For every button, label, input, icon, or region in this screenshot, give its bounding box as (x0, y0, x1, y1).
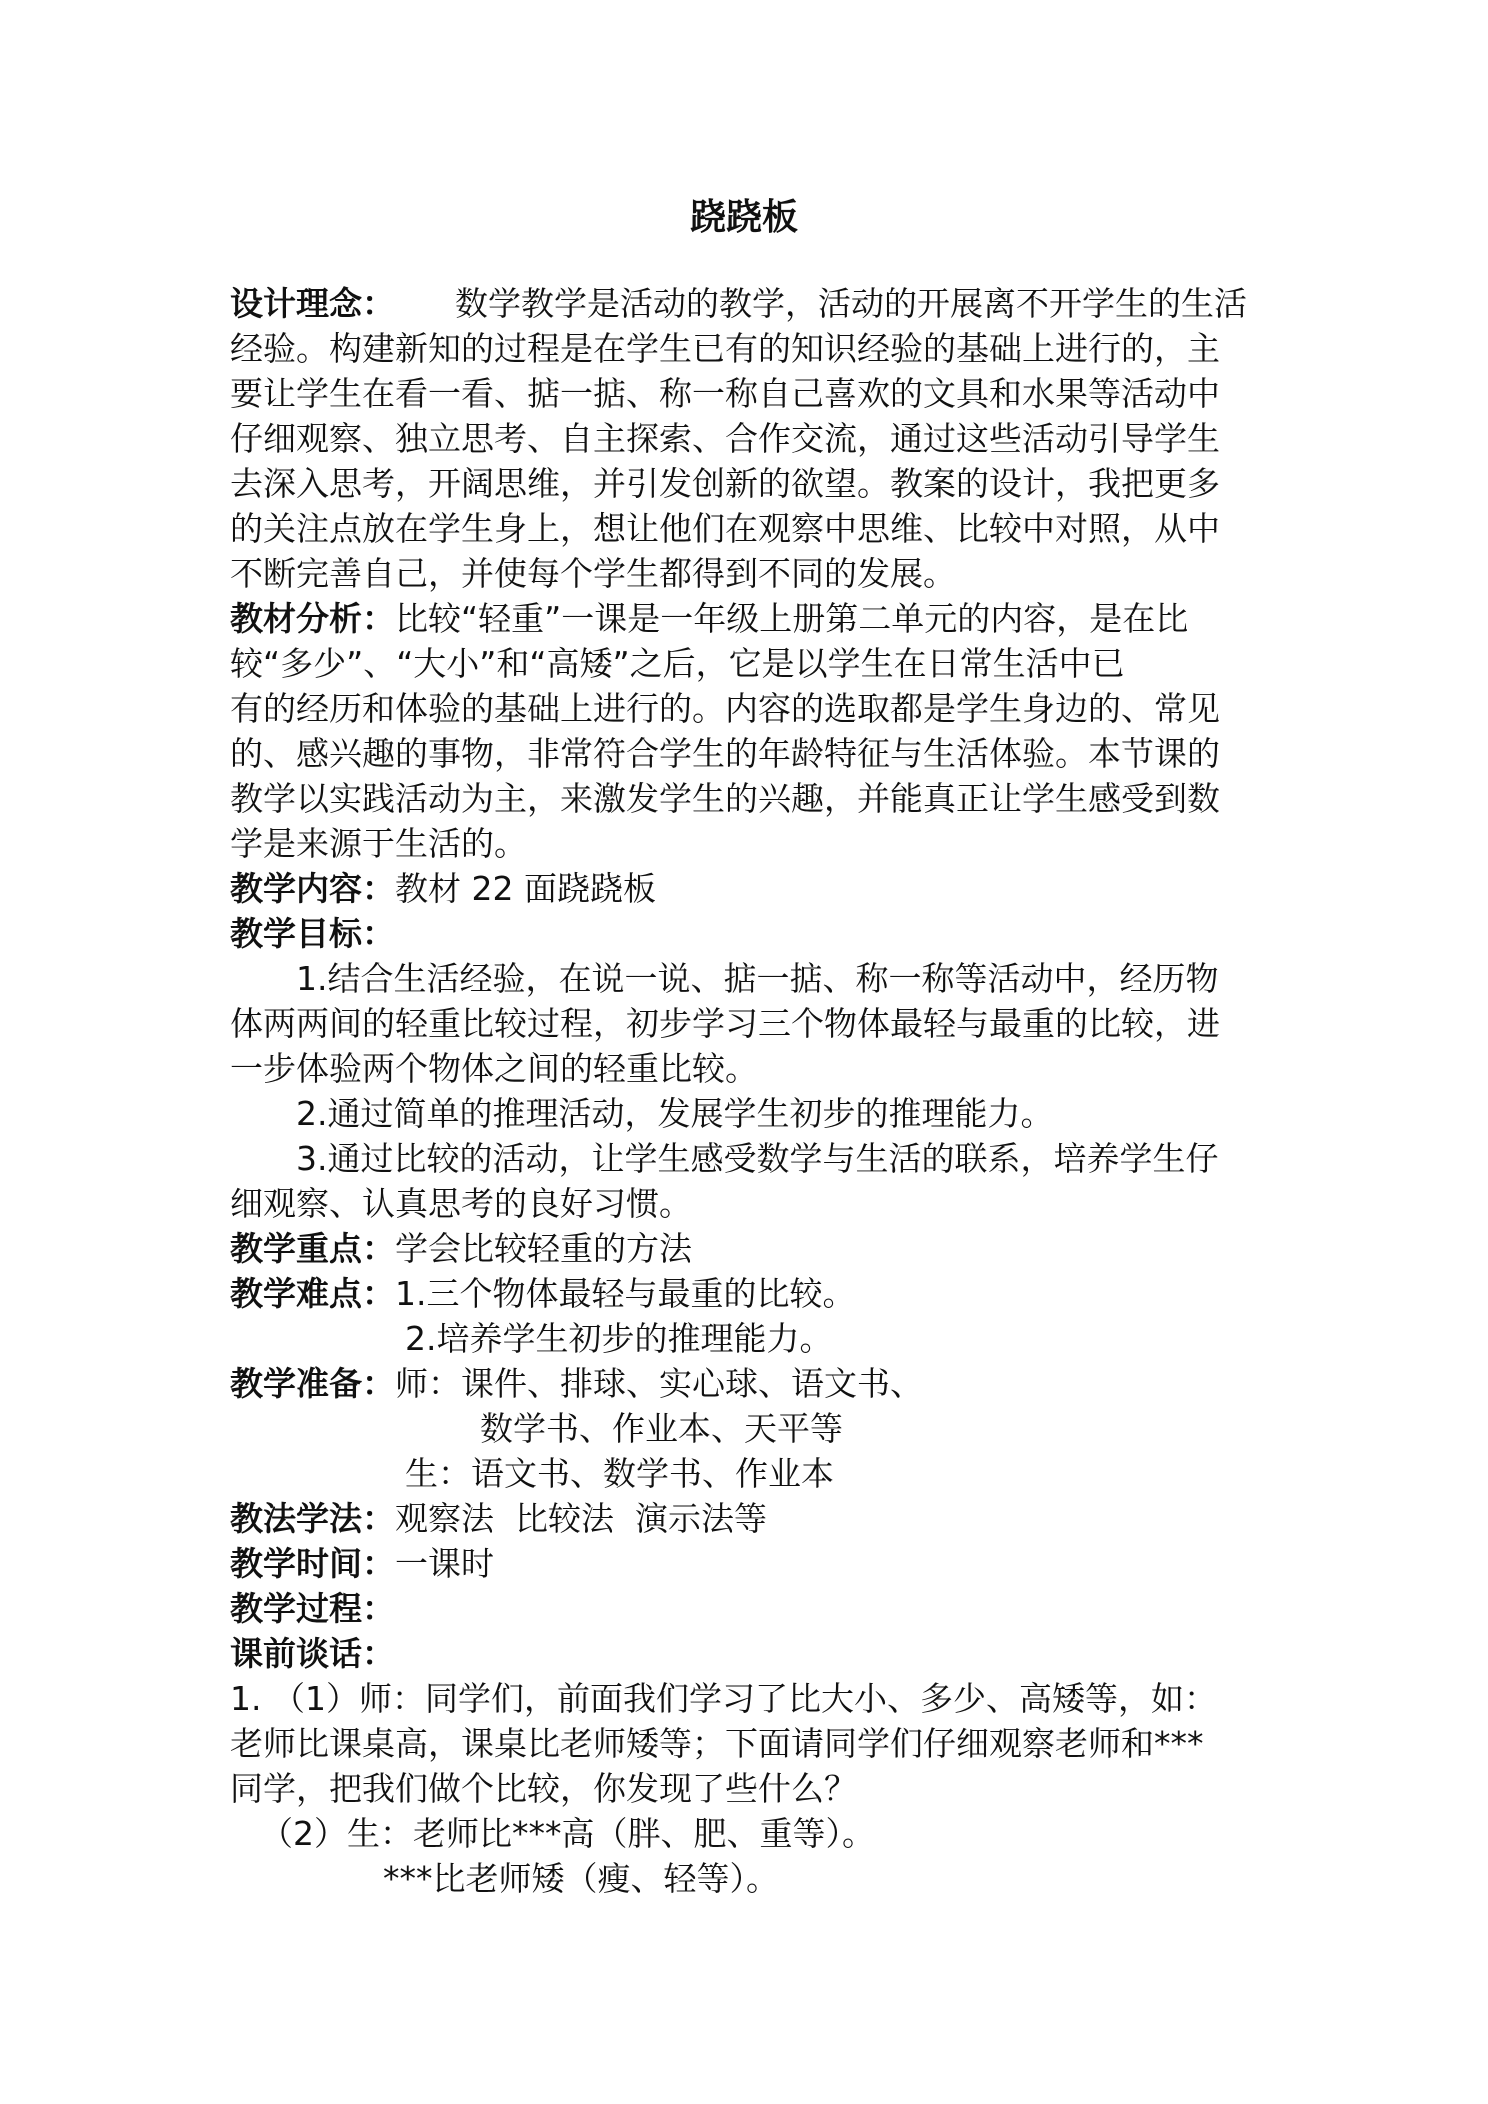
analysis-line-5: 教学以实践活动为主，来激发学生的兴趣，并能真正让学生感受到数 (230, 779, 1220, 818)
goals-heading (230, 911, 1270, 956)
goal-line-5: 3.通过比较的活动，让学生感受数学与生活的联系，培养学生仔 (296, 1139, 1219, 1178)
time-label: 教学时间： (230, 1544, 395, 1583)
preparation-line-2: 数学书、作业本、天平等 (480, 1409, 843, 1448)
design-label: 设计理念： (230, 284, 395, 323)
goal-line-6: 细观察、认真思考的良好习惯。 (230, 1184, 692, 1223)
dialogue-line-3: 同学，把我们做个比较，你发现了些什么？ (230, 1769, 857, 1808)
analysis-label: 教材分析： (230, 599, 395, 638)
time-line: 教学时间：一课时 (230, 1544, 494, 1583)
preparation-line-3: 生：语文书、数学书、作业本 (405, 1454, 834, 1493)
dialogue-line-1: 1. （1）师：同学们，前面我们学习了比大小、多少、高矮等，如： (230, 1679, 1217, 1718)
design-line-7: 不断完善自己，并使每个学生都得到不同的发展。 (230, 554, 956, 593)
content-label: 教学内容： (230, 869, 395, 908)
methods-line: 教法学法：观察法 比较法 演示法等 (230, 1499, 767, 1538)
goals-label: 教学目标： (230, 914, 395, 953)
design-line-4: 仔细观察、独立思考、自主探索、合作交流，通过这些活动引导学生 (230, 419, 1220, 458)
methods-label: 教法学法： (230, 1499, 395, 1538)
design-line-1: 设计理念： 数学教学是活动的教学，活动的开展离不开学生的生活 (230, 284, 1247, 323)
key-point-label: 教学重点： (230, 1229, 395, 1268)
analysis-line-4: 的、感兴趣的事物，非常符合学生的年龄特征与生活体验。本节课的 (230, 734, 1220, 773)
design-line-3: 要让学生在看一看、掂一掂、称一称自己喜欢的文具和水果等活动中 (230, 374, 1220, 413)
goal-line-2: 体两两间的轻重比较过程，初步学习三个物体最轻与最重的比较，进 (230, 1004, 1220, 1043)
process-heading (230, 1586, 1270, 1631)
key-point-line: 教学重点：学会比较轻重的方法 (230, 1229, 692, 1268)
dialogue-line-2: 老师比课桌高，课桌比老师矮等；下面请同学们仔细观察老师和*** (230, 1724, 1204, 1763)
difficulty-line-1: 教学难点：1.三个物体最轻与最重的比较。 (230, 1274, 856, 1313)
process-label: 教学过程： (230, 1589, 395, 1628)
analysis-line-2: 较“多少”、“大小”和“高矮”之后，它是以学生在日常生活中已 (230, 644, 1125, 683)
pre-class-heading (230, 1631, 1270, 1676)
difficulty-line-2: 2.培养学生初步的推理能力。 (405, 1319, 833, 1358)
document-body (230, 281, 1270, 1901)
content-line: 教学内容：教材 22 面跷跷板 (230, 869, 656, 908)
analysis-line-1: 教材分析：比较“轻重”一课是一年级上册第二单元的内容，是在比 (230, 599, 1189, 638)
design-line-5: 去深入思考，开阔思维，并引发创新的欲望。教案的设计，我把更多 (230, 464, 1220, 503)
pre-class-label: 课前谈话： (230, 1634, 395, 1673)
dialogue-line-5: ***比老师矮（瘦、轻等）。 (383, 1859, 779, 1898)
goal-line-1: 1.结合生活经验，在说一说、掂一掂、称一称等活动中，经历物 (296, 959, 1219, 998)
analysis-line-3: 有的经历和体验的基础上进行的。内容的选取都是学生身边的、常见 (230, 689, 1220, 728)
dialogue-line-4: （2）生：老师比***高（胖、肥、重等）。 (260, 1814, 875, 1853)
analysis-line-6: 学是来源于生活的。 (230, 824, 527, 863)
goal-line-4: 2.通过简单的推理活动，发展学生初步的推理能力。 (296, 1094, 1054, 1133)
design-line-6: 的关注点放在学生身上，想让他们在观察中思维、比较中对照，从中 (230, 509, 1220, 548)
goal-line-3: 一步体验两个物体之间的轻重比较。 (230, 1049, 758, 1088)
preparation-line-1: 教学准备：师：课件、排球、实心球、语文书、 (230, 1364, 923, 1403)
preparation-label: 教学准备： (230, 1364, 395, 1403)
document-title: 跷跷板 (689, 197, 798, 238)
difficulty-label: 教学难点： (230, 1274, 395, 1313)
design-line-2: 经验。构建新知的过程是在学生已有的知识经验的基础上进行的，主 (230, 329, 1220, 368)
